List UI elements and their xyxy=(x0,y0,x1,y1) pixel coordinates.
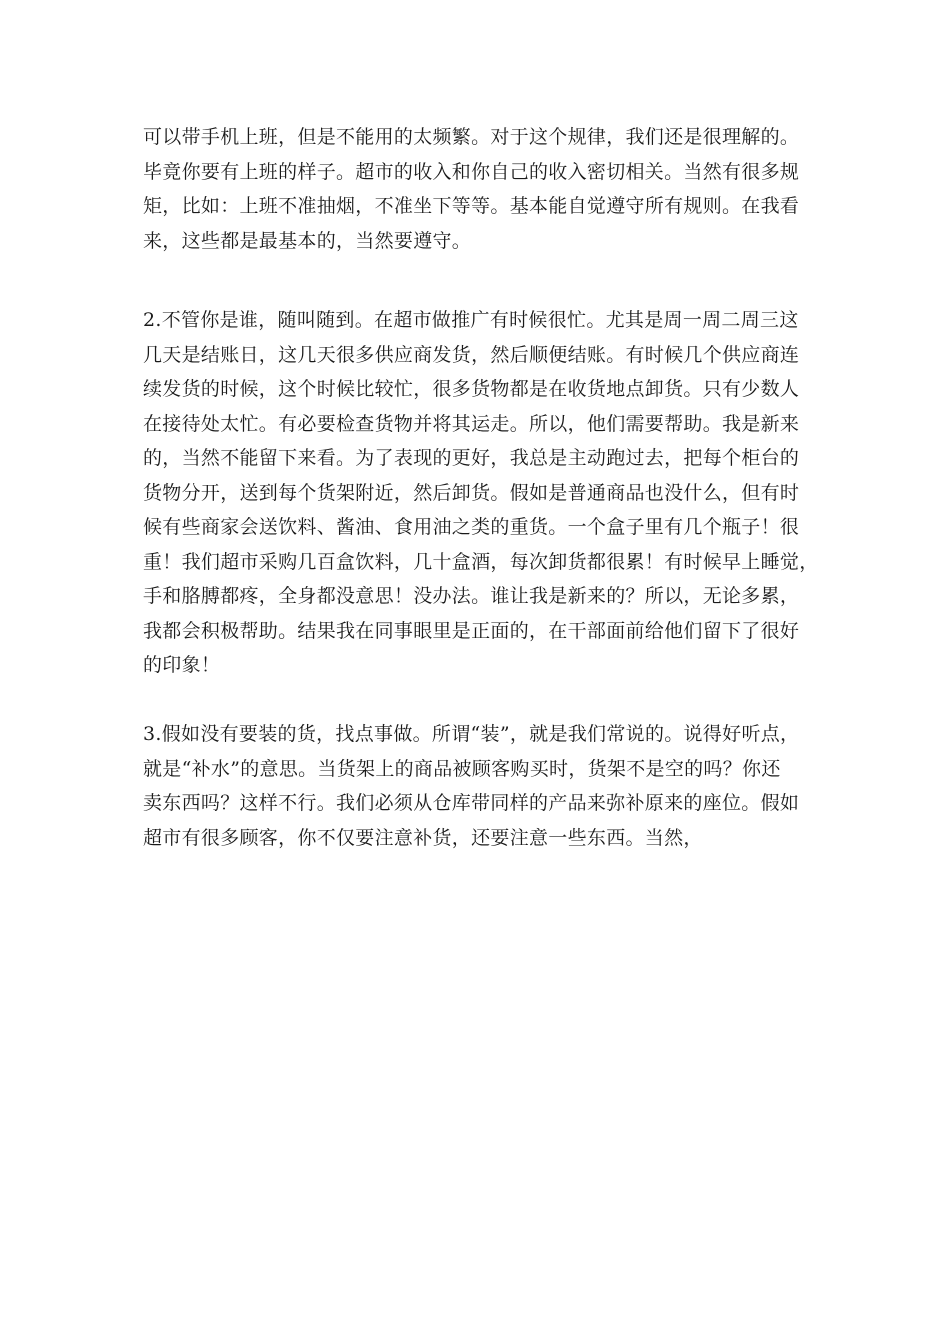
text-line: 的印象！ xyxy=(143,654,221,676)
text-line: 我都会积极帮助。结果我在同事眼里是正面的，在干部面前给他们留下了很好 xyxy=(143,619,800,642)
text-line: 3.假如没有要装的货，找点事做。所谓“装”，就是我们常说的。说得好听点， xyxy=(143,723,800,745)
text-line: 候有些商家会送饮料、酱油、食用油之类的重货。一个盒子里有几个瓶子！很 xyxy=(143,516,800,538)
text-line: 在接待处太忙。有必要检查货物并将其运走。所以，他们需要帮助。我是新来 xyxy=(143,412,800,435)
text-line: 超市有很多顾客，你不仅要注意补货，还要注意一些东西。当然， xyxy=(143,826,703,849)
paragraph-1 xyxy=(143,120,823,258)
text-line: 可以带手机上班，但是不能用的太频繁。对于这个规律，我们还是很理解的。 xyxy=(143,126,800,148)
text-line: 几天是结账日，这几天很多供应商发货，然后顺便结账。有时候几个供应商连 xyxy=(143,343,800,366)
paragraph-2 xyxy=(143,303,823,683)
text-line: 来，这些都是最基本的，当然要遵守。 xyxy=(143,229,472,252)
text-line: 续发货的时候，这个时候比较忙，很多货物都是在收货地点卸货。只有少数人 xyxy=(143,378,800,400)
text-line: 重！我们超市采购几百盒饮料，几十盒酒，每次卸货都很累！有时候早上睡觉， xyxy=(143,550,819,573)
text-line: 2.不管你是谁，随叫随到。在超市做推广有时候很忙。尤其是周一周二周三这 xyxy=(143,309,799,331)
text-line: 矩，比如：上班不准抽烟，不准坐下等等。基本能自觉遵守所有规则。在我看 xyxy=(143,195,800,217)
text-line: 卖东西吗？这样不行。我们必须从仓库带同样的产品来弥补原来的座位。假如 xyxy=(143,792,800,814)
text-line: 手和胳膊都疼，全身都没意思！没办法。谁让我是新来的？所以，无论多累， xyxy=(143,585,800,607)
text-line: 的，当然不能留下来看。为了表现的更好，我总是主动跑过去，把每个柜台的 xyxy=(143,447,800,469)
text-line: 毕竟你要有上班的样子。超市的收入和你自己的收入密切相关。当然有很多规 xyxy=(143,160,800,183)
text-line: 就是“补水”的意思。当货架上的商品被顾客购买时，货架不是空的吗？你还 xyxy=(143,757,781,780)
text-line: 货物分开，送到每个货架附近，然后卸货。假如是普通商品也没什么，但有时 xyxy=(143,481,800,504)
paragraph-3 xyxy=(143,717,823,855)
